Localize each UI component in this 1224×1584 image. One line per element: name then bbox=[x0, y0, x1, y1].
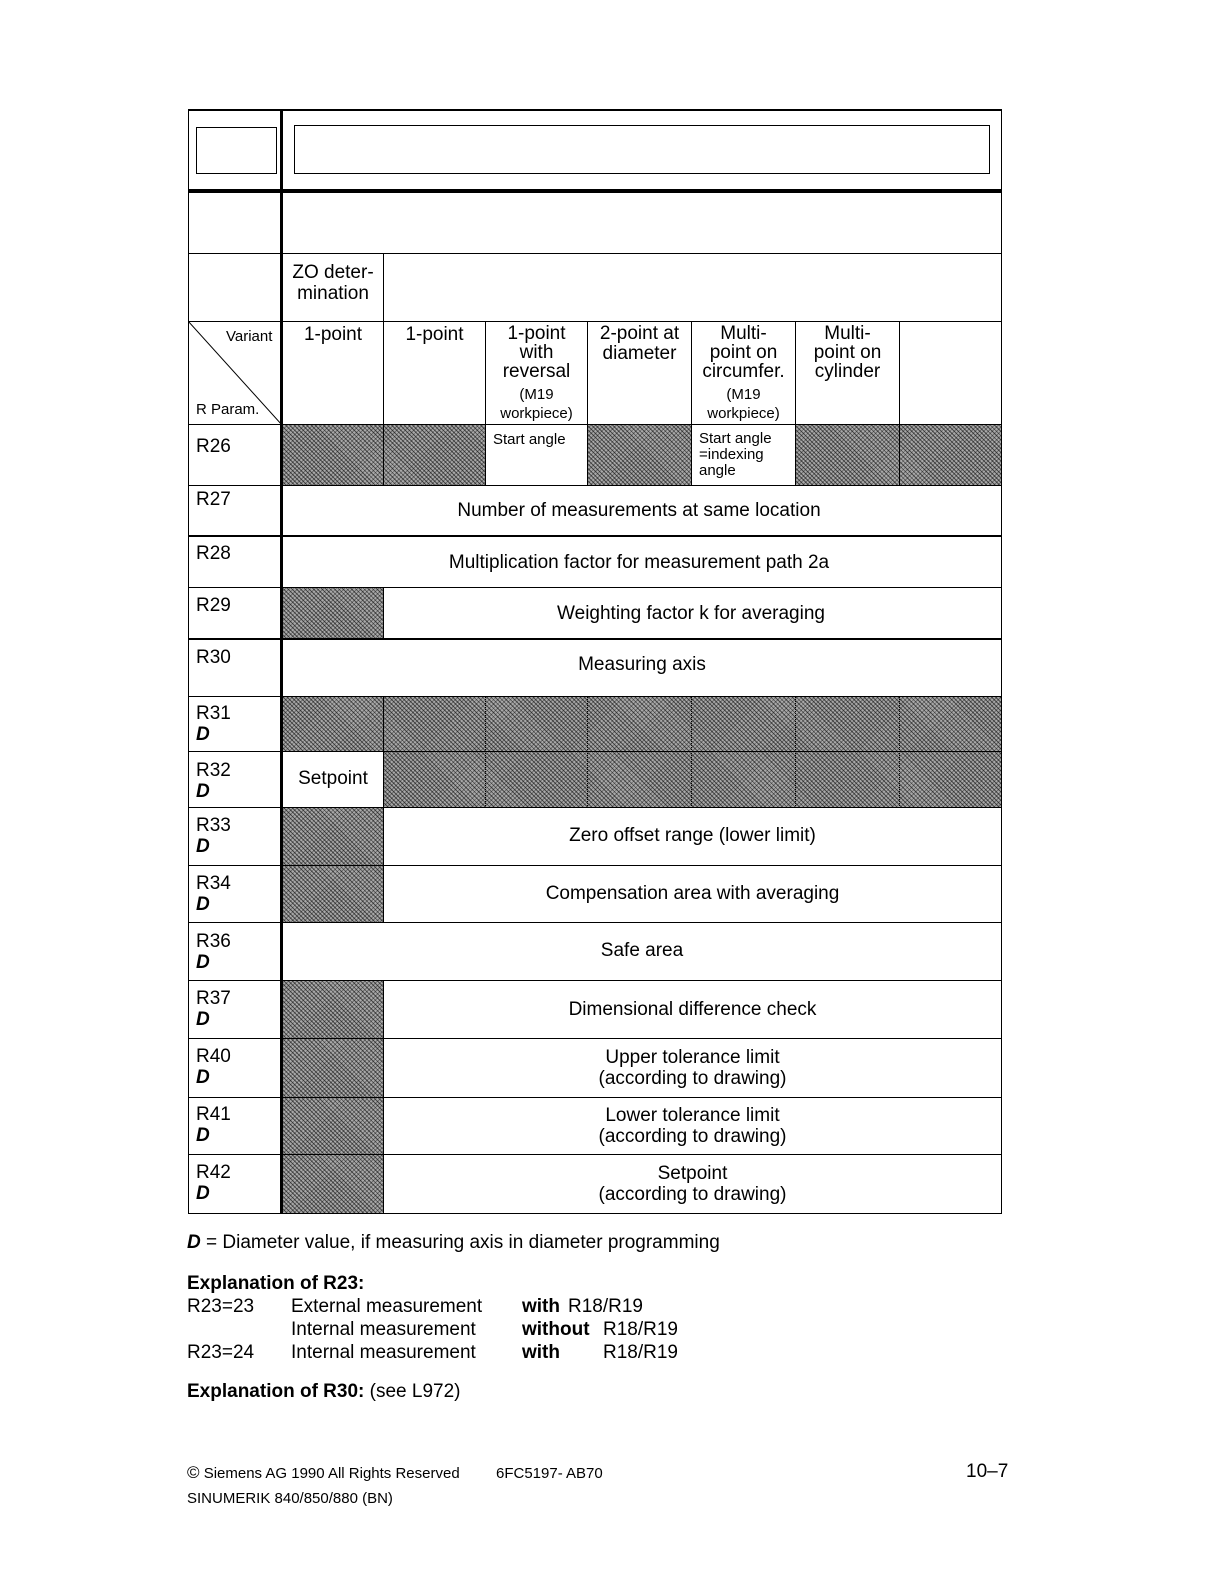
shaded-cell bbox=[282, 1098, 384, 1155]
footer-copyright bbox=[187, 1463, 460, 1483]
variant-4: 2-point at diameter bbox=[599, 323, 680, 364]
r23-line-1 bbox=[187, 1296, 707, 1318]
variant-3-note: (M19 workpiece) bbox=[500, 386, 573, 422]
shaded-cell bbox=[282, 866, 384, 923]
r30-description: Measuring axis bbox=[578, 653, 706, 675]
r30-explanation bbox=[187, 1381, 460, 1403]
r33-description: Zero offset range (lower limit) bbox=[569, 824, 816, 846]
r30-reference: (see L972) bbox=[364, 1381, 461, 1402]
r23-ref: R18/R19 bbox=[568, 1296, 643, 1317]
row-label-r31: R31 D bbox=[196, 703, 231, 745]
row-label-r40: R40 D bbox=[196, 1046, 231, 1088]
r23-line-2 bbox=[187, 1319, 707, 1341]
footer-product: SINUMERIK 840/850/880 (BN) bbox=[187, 1490, 393, 1507]
r23-desc: Internal measurement bbox=[291, 1319, 476, 1340]
r40-description: Upper tolerance limit (according to drawing) bbox=[598, 1047, 787, 1089]
r23-code: R23=24 bbox=[187, 1342, 255, 1363]
variant-6: Multi- point on cylinder bbox=[813, 323, 882, 382]
footer-order-number: 6FC5197- AB70 bbox=[496, 1465, 603, 1482]
row-label-r30: R30 bbox=[196, 647, 231, 668]
shaded-cell bbox=[282, 981, 384, 1039]
shaded-cell bbox=[282, 588, 384, 639]
d-symbol: D bbox=[187, 1232, 201, 1253]
shaded-cell bbox=[282, 808, 384, 866]
r28-description: Multiplication factor for measurement path 2a bbox=[448, 551, 830, 573]
row-label-r37: R37 D bbox=[196, 988, 231, 1030]
row-label-r42: R42 D bbox=[196, 1162, 231, 1204]
footer-page-number: 10–7 bbox=[966, 1461, 1009, 1482]
r23-ref: R18/R19 bbox=[603, 1319, 678, 1340]
shaded-cell bbox=[282, 1039, 384, 1098]
row-label-r29: R29 bbox=[196, 595, 231, 616]
variant-3: 1-point with reversal bbox=[502, 323, 571, 382]
r41-description: Lower tolerance limit (according to drawing) bbox=[598, 1105, 787, 1147]
row-label-r26: R26 bbox=[196, 436, 231, 457]
row-label-r36: R36 D bbox=[196, 931, 231, 973]
r23-explanation-title: Explanation of R23: bbox=[187, 1273, 365, 1294]
r23-desc: Internal measurement bbox=[291, 1342, 476, 1363]
shaded-cell bbox=[282, 425, 486, 486]
row-label-r33: R33 D bbox=[196, 815, 231, 857]
r30-explanation-title: Explanation of R30: bbox=[187, 1381, 365, 1402]
zo-determination-label: ZO deter- mination bbox=[292, 262, 374, 304]
variant-1: 1-point bbox=[303, 324, 363, 345]
r23-mod: without bbox=[522, 1319, 590, 1340]
r42-description: Setpoint (according to drawing) bbox=[598, 1162, 787, 1205]
row-label-r27: R27 bbox=[196, 489, 231, 510]
shaded-cell bbox=[384, 752, 1002, 808]
variant-2: 1-point bbox=[405, 324, 464, 345]
variant-5: Multi- point on circumfer. bbox=[702, 323, 785, 382]
r23-ref: R18/R19 bbox=[603, 1342, 678, 1363]
rparam-label: R Param. bbox=[196, 401, 260, 418]
r29-description: Weighting factor k for averaging bbox=[557, 602, 825, 624]
shaded-cell bbox=[282, 697, 1002, 752]
variant-5-note: (M19 workpiece) bbox=[707, 386, 780, 422]
r34-description: Compensation area with averaging bbox=[545, 882, 840, 904]
row-label-r34: R34 D bbox=[196, 873, 231, 915]
r23-line-3 bbox=[187, 1342, 707, 1364]
r27-description: Number of measurements at same location bbox=[457, 500, 821, 521]
r23-mod: with bbox=[522, 1342, 560, 1363]
r26-start-angle-indexing: Start angle =indexing angle bbox=[699, 430, 772, 479]
shaded-cell bbox=[282, 1155, 384, 1213]
shaded-cell bbox=[588, 425, 692, 486]
r36-description: Safe area bbox=[600, 940, 684, 961]
r23-mod: with bbox=[522, 1296, 560, 1317]
r23-code: R23=23 bbox=[187, 1296, 255, 1317]
r37-description: Dimensional difference check bbox=[568, 998, 817, 1020]
diameter-note bbox=[187, 1232, 720, 1254]
copyright-icon: © bbox=[187, 1463, 200, 1482]
row-label-r41: R41 D bbox=[196, 1104, 231, 1146]
title-box-wide bbox=[294, 125, 990, 174]
row-label-r28: R28 bbox=[196, 543, 231, 564]
r23-desc: External measurement bbox=[291, 1296, 483, 1317]
title-box-small bbox=[196, 127, 277, 174]
variant-label: Variant bbox=[226, 328, 273, 345]
r32-setpoint: Setpoint bbox=[298, 767, 368, 789]
d-definition: = Diameter value, if measuring axis in diameter programming bbox=[200, 1232, 720, 1253]
r26-start-angle: Start angle bbox=[493, 431, 566, 448]
copyright-text: Siemens AG 1990 All Rights Reserved bbox=[199, 1465, 460, 1482]
row-label-r32: R32 D bbox=[196, 760, 231, 802]
